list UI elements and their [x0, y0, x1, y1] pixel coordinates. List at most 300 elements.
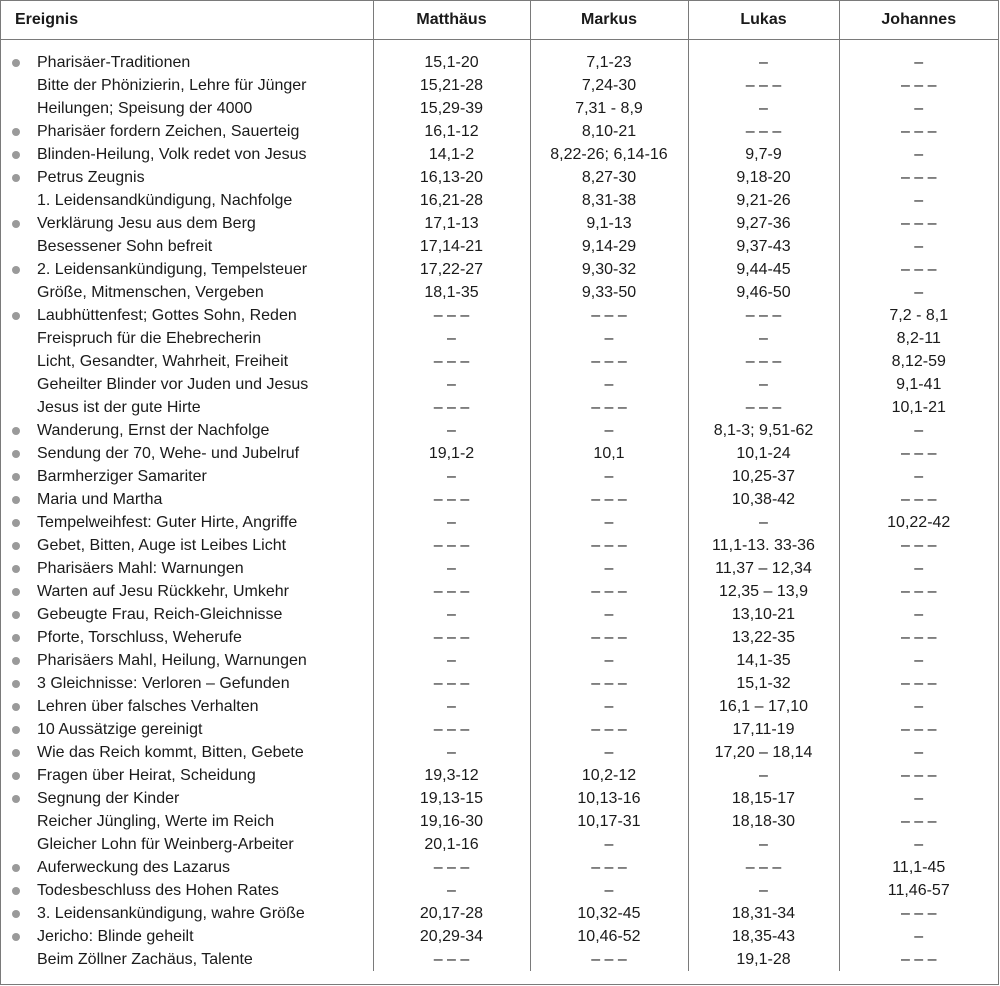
- markus-cell: – – –: [530, 488, 688, 511]
- bullet-icon: [12, 634, 20, 642]
- event-label: Maria und Martha: [37, 491, 163, 508]
- event-cell: [1, 649, 373, 672]
- matthaeus-cell: – – –: [373, 856, 530, 879]
- johannes-cell: –: [839, 235, 998, 258]
- lukas-cell: – – –: [688, 856, 839, 879]
- lukas-cell: 9,44-45: [688, 258, 839, 281]
- header-row: [1, 1, 998, 40]
- johannes-cell: – – –: [839, 672, 998, 695]
- markus-cell: – – –: [530, 580, 688, 603]
- event-label: Licht, Gesandter, Wahrheit, Freiheit: [37, 353, 289, 370]
- table-body: [1, 40, 998, 972]
- johannes-cell: –: [839, 189, 998, 212]
- markus-cell: –: [530, 741, 688, 764]
- lukas-cell: 11,37 – 12,34: [688, 557, 839, 580]
- bullet-icon: [12, 795, 20, 803]
- event-label: Jericho: Blinde geheilt: [37, 928, 194, 945]
- johannes-cell: –: [839, 833, 998, 856]
- markus-cell: –: [530, 833, 688, 856]
- markus-cell: –: [530, 603, 688, 626]
- lukas-cell: – – –: [688, 396, 839, 419]
- event-label: Wanderung, Ernst der Nachfolge: [37, 422, 270, 439]
- lukas-cell: 11,1-13. 33-36: [688, 534, 839, 557]
- bullet-icon: [12, 588, 20, 596]
- lukas-cell: 13,10-21: [688, 603, 839, 626]
- johannes-cell: 7,2 - 8,1: [839, 304, 998, 327]
- table-row: [1, 373, 998, 396]
- table-row: [1, 166, 998, 189]
- bullet-icon: [12, 427, 20, 435]
- lukas-cell: 9,27-36: [688, 212, 839, 235]
- lukas-cell: 19,1-28: [688, 948, 839, 971]
- markus-cell: 9,30-32: [530, 258, 688, 281]
- johannes-cell: – – –: [839, 74, 998, 97]
- event-cell: [1, 833, 373, 856]
- johannes-cell: – – –: [839, 534, 998, 557]
- johannes-cell: –: [839, 603, 998, 626]
- table-row: [1, 603, 998, 626]
- markus-cell: 8,22-26; 6,14-16: [530, 143, 688, 166]
- table-row: [1, 580, 998, 603]
- event-label: Geheilter Blinder vor Juden und Jesus: [37, 376, 309, 393]
- lukas-cell: 18,35-43: [688, 925, 839, 948]
- markus-cell: 10,17-31: [530, 810, 688, 833]
- bullet-icon: [12, 611, 20, 619]
- matthaeus-cell: 19,1-2: [373, 442, 530, 465]
- markus-cell: – – –: [530, 856, 688, 879]
- johannes-cell: –: [839, 143, 998, 166]
- event-cell: [1, 902, 373, 925]
- event-cell: [1, 925, 373, 948]
- matthaeus-cell: – – –: [373, 948, 530, 971]
- lukas-cell: – – –: [688, 120, 839, 143]
- lukas-cell: –: [688, 879, 839, 902]
- lukas-cell: 18,18-30: [688, 810, 839, 833]
- table-row: [1, 235, 998, 258]
- matthaeus-cell: – – –: [373, 350, 530, 373]
- johannes-cell: – – –: [839, 626, 998, 649]
- matthaeus-cell: 19,3-12: [373, 764, 530, 787]
- event-cell: [1, 166, 373, 189]
- bullet-icon: [12, 496, 20, 504]
- event-cell: [1, 235, 373, 258]
- matthaeus-cell: 20,1-16: [373, 833, 530, 856]
- event-cell: [1, 557, 373, 580]
- markus-cell: 7,1-23: [530, 51, 688, 74]
- lukas-cell: 18,15-17: [688, 787, 839, 810]
- event-label: Jesus ist der gute Hirte: [37, 399, 201, 416]
- johannes-cell: 10,22-42: [839, 511, 998, 534]
- markus-cell: 9,1-13: [530, 212, 688, 235]
- event-label: 3 Gleichnisse: Verloren – Gefunden: [37, 675, 290, 692]
- matthaeus-cell: 15,21-28: [373, 74, 530, 97]
- markus-cell: – – –: [530, 948, 688, 971]
- event-cell: [1, 143, 373, 166]
- table-row: [1, 442, 998, 465]
- event-cell: [1, 304, 373, 327]
- matthaeus-cell: 16,13-20: [373, 166, 530, 189]
- event-cell: [1, 603, 373, 626]
- bullet-icon: [12, 151, 20, 159]
- event-cell: [1, 764, 373, 787]
- event-cell: [1, 74, 373, 97]
- johannes-cell: – – –: [839, 212, 998, 235]
- johannes-cell: – – –: [839, 166, 998, 189]
- bullet-icon: [12, 910, 20, 918]
- event-cell: [1, 212, 373, 235]
- markus-cell: –: [530, 327, 688, 350]
- johannes-cell: – – –: [839, 902, 998, 925]
- johannes-cell: – – –: [839, 718, 998, 741]
- event-label: 10 Aussätzige gereinigt: [37, 721, 203, 738]
- event-cell: [1, 327, 373, 350]
- bullet-icon: [12, 887, 20, 895]
- event-cell: [1, 120, 373, 143]
- markus-cell: 9,33-50: [530, 281, 688, 304]
- johannes-cell: –: [839, 925, 998, 948]
- lukas-cell: 10,1-24: [688, 442, 839, 465]
- matthaeus-cell: 19,13-15: [373, 787, 530, 810]
- markus-cell: –: [530, 373, 688, 396]
- event-label: Bitte der Phönizierin, Lehre für Jünger: [37, 77, 307, 94]
- lukas-cell: –: [688, 764, 839, 787]
- event-label: Segnung der Kinder: [37, 790, 180, 807]
- header-ereignis: Ereignis: [1, 1, 373, 40]
- matthaeus-cell: –: [373, 373, 530, 396]
- event-cell: [1, 281, 373, 304]
- header-matthaeus: Matthäus: [373, 1, 530, 40]
- header-lukas: Lukas: [688, 1, 839, 40]
- markus-cell: –: [530, 695, 688, 718]
- matthaeus-cell: 16,21-28: [373, 189, 530, 212]
- table-row: [1, 419, 998, 442]
- lukas-cell: 12,35 – 13,9: [688, 580, 839, 603]
- bullet-icon: [12, 680, 20, 688]
- table-row: [1, 258, 998, 281]
- event-cell: [1, 511, 373, 534]
- event-label: Todesbeschluss des Hohen Rates: [37, 882, 279, 899]
- matthaeus-cell: –: [373, 419, 530, 442]
- event-label: Verklärung Jesu aus dem Berg: [37, 215, 256, 232]
- lukas-cell: 9,7-9: [688, 143, 839, 166]
- bullet-icon: [12, 703, 20, 711]
- event-label: Sendung der 70, Wehe- und Jubelruf: [37, 445, 300, 462]
- markus-cell: 10,2-12: [530, 764, 688, 787]
- bullet-icon: [12, 772, 20, 780]
- event-label: Heilungen; Speisung der 4000: [37, 100, 253, 117]
- event-cell: [1, 534, 373, 557]
- matthaeus-cell: 15,1-20: [373, 51, 530, 74]
- table-row: [1, 810, 998, 833]
- johannes-cell: – – –: [839, 948, 998, 971]
- markus-cell: 8,31-38: [530, 189, 688, 212]
- event-cell: [1, 580, 373, 603]
- matthaeus-cell: 17,1-13: [373, 212, 530, 235]
- bullet-icon: [12, 519, 20, 527]
- bullet-icon: [12, 220, 20, 228]
- johannes-cell: 8,2-11: [839, 327, 998, 350]
- lukas-cell: –: [688, 51, 839, 74]
- matthaeus-cell: 17,22-27: [373, 258, 530, 281]
- table-row: [1, 212, 998, 235]
- markus-cell: 8,27-30: [530, 166, 688, 189]
- matthaeus-cell: –: [373, 879, 530, 902]
- bullet-icon: [12, 473, 20, 481]
- event-label: Gebeugte Frau, Reich-Gleichnisse: [37, 606, 283, 623]
- johannes-cell: – – –: [839, 488, 998, 511]
- table-row: [1, 74, 998, 97]
- johannes-cell: – – –: [839, 580, 998, 603]
- markus-cell: 7,31 - 8,9: [530, 97, 688, 120]
- johannes-cell: – – –: [839, 764, 998, 787]
- event-cell: [1, 189, 373, 212]
- lukas-cell: –: [688, 97, 839, 120]
- event-label: Tempelweihfest: Guter Hirte, Angriffe: [37, 514, 298, 531]
- matthaeus-cell: 20,17-28: [373, 902, 530, 925]
- markus-cell: 10,1: [530, 442, 688, 465]
- johannes-cell: 11,46-57: [839, 879, 998, 902]
- matthaeus-cell: 17,14-21: [373, 235, 530, 258]
- event-label: Lehren über falsches Verhalten: [37, 698, 259, 715]
- lukas-cell: –: [688, 327, 839, 350]
- matthaeus-cell: 18,1-35: [373, 281, 530, 304]
- bullet-icon: [12, 749, 20, 757]
- matthaeus-cell: –: [373, 465, 530, 488]
- markus-cell: 10,32-45: [530, 902, 688, 925]
- event-label: Wie das Reich kommt, Bitten, Gebete: [37, 744, 304, 761]
- bullet-icon: [12, 174, 20, 182]
- lukas-cell: 17,11-19: [688, 718, 839, 741]
- table-row: [1, 925, 998, 948]
- event-cell: [1, 672, 373, 695]
- johannes-cell: – – –: [839, 810, 998, 833]
- event-label: Pharisäers Mahl: Warnungen: [37, 560, 244, 577]
- event-cell: [1, 695, 373, 718]
- johannes-cell: 10,1-21: [839, 396, 998, 419]
- table-row: [1, 741, 998, 764]
- header-johannes: Johannes: [839, 1, 998, 40]
- table-row: [1, 465, 998, 488]
- event-label: Pharisäers Mahl, Heilung, Warnungen: [37, 652, 307, 669]
- matthaeus-cell: –: [373, 327, 530, 350]
- johannes-cell: –: [839, 787, 998, 810]
- markus-cell: – – –: [530, 626, 688, 649]
- table-row: [1, 534, 998, 557]
- event-label: Barmherziger Samariter: [37, 468, 207, 485]
- event-label: Gleicher Lohn für Weinberg-Arbeiter: [37, 836, 294, 853]
- matthaeus-cell: –: [373, 603, 530, 626]
- matthaeus-cell: – – –: [373, 396, 530, 419]
- event-cell: [1, 810, 373, 833]
- lukas-cell: 16,1 – 17,10: [688, 695, 839, 718]
- event-label: Reicher Jüngling, Werte im Reich: [37, 813, 275, 830]
- event-label: Petrus Zeugnis: [37, 169, 145, 186]
- lukas-cell: 10,25-37: [688, 465, 839, 488]
- markus-cell: –: [530, 465, 688, 488]
- markus-cell: –: [530, 649, 688, 672]
- event-cell: [1, 465, 373, 488]
- table-row: [1, 787, 998, 810]
- event-label: Warten auf Jesu Rückkehr, Umkehr: [37, 583, 289, 600]
- lukas-cell: 9,46-50: [688, 281, 839, 304]
- event-cell: [1, 787, 373, 810]
- table-row: [1, 695, 998, 718]
- event-cell: [1, 419, 373, 442]
- matthaeus-cell: – – –: [373, 534, 530, 557]
- bullet-icon: [12, 266, 20, 274]
- event-cell: [1, 396, 373, 419]
- markus-cell: 8,10-21: [530, 120, 688, 143]
- event-cell: [1, 741, 373, 764]
- matthaeus-cell: – – –: [373, 488, 530, 511]
- event-label: Blinden-Heilung, Volk redet von Jesus: [37, 146, 307, 163]
- matthaeus-cell: – – –: [373, 718, 530, 741]
- johannes-cell: – – –: [839, 258, 998, 281]
- event-label: Besessener Sohn befreit: [37, 238, 213, 255]
- lukas-cell: –: [688, 511, 839, 534]
- event-cell: [1, 856, 373, 879]
- markus-cell: 10,46-52: [530, 925, 688, 948]
- table-row: [1, 51, 998, 74]
- johannes-cell: –: [839, 281, 998, 304]
- lukas-cell: 14,1-35: [688, 649, 839, 672]
- bullet-icon: [12, 128, 20, 136]
- event-label: Freispruch für die Ehebrecherin: [37, 330, 262, 347]
- lukas-cell: 18,31-34: [688, 902, 839, 925]
- table-row: [1, 281, 998, 304]
- johannes-cell: 9,1-41: [839, 373, 998, 396]
- event-label: Gebet, Bitten, Auge ist Leibes Licht: [37, 537, 287, 554]
- table-row: [1, 350, 998, 373]
- table-row: [1, 833, 998, 856]
- event-label: 3. Leidensankündigung, wahre Größe: [37, 905, 305, 922]
- bullet-icon: [12, 450, 20, 458]
- table-row: [1, 626, 998, 649]
- bullet-icon: [12, 864, 20, 872]
- spacer-row: [1, 40, 998, 52]
- event-label: Beim Zöllner Zachäus, Talente: [37, 951, 253, 968]
- matthaeus-cell: – – –: [373, 304, 530, 327]
- johannes-cell: –: [839, 465, 998, 488]
- table-row: [1, 143, 998, 166]
- matthaeus-cell: 19,16-30: [373, 810, 530, 833]
- table-row: [1, 649, 998, 672]
- bullet-icon: [12, 312, 20, 320]
- table-row: [1, 488, 998, 511]
- table-row: [1, 718, 998, 741]
- matthaeus-cell: 20,29-34: [373, 925, 530, 948]
- markus-cell: – – –: [530, 304, 688, 327]
- lukas-cell: 8,1-3; 9,51-62: [688, 419, 839, 442]
- bullet-icon: [12, 59, 20, 67]
- matthaeus-cell: –: [373, 557, 530, 580]
- lukas-cell: 15,1-32: [688, 672, 839, 695]
- johannes-cell: – – –: [839, 442, 998, 465]
- table-row: [1, 672, 998, 695]
- event-cell: [1, 948, 373, 971]
- table-row: [1, 856, 998, 879]
- lukas-cell: – – –: [688, 350, 839, 373]
- table-row: [1, 879, 998, 902]
- event-label: 1. Leidensandkündigung, Nachfolge: [37, 192, 293, 209]
- lukas-cell: – – –: [688, 304, 839, 327]
- table-row: [1, 902, 998, 925]
- lukas-cell: 17,20 – 18,14: [688, 741, 839, 764]
- markus-cell: – – –: [530, 718, 688, 741]
- lukas-cell: 9,37-43: [688, 235, 839, 258]
- bullet-icon: [12, 933, 20, 941]
- event-cell: [1, 258, 373, 281]
- markus-cell: – – –: [530, 350, 688, 373]
- event-label: Pforte, Torschluss, Weherufe: [37, 629, 242, 646]
- event-label: Laubhüttenfest; Gottes Sohn, Reden: [37, 307, 297, 324]
- table-row: [1, 764, 998, 787]
- lukas-cell: –: [688, 833, 839, 856]
- event-cell: [1, 97, 373, 120]
- table-row: [1, 557, 998, 580]
- lukas-cell: – – –: [688, 74, 839, 97]
- johannes-cell: – – –: [839, 120, 998, 143]
- table-row: [1, 511, 998, 534]
- event-label: 2. Leidensankündigung, Tempelsteuer: [37, 261, 308, 278]
- markus-cell: –: [530, 557, 688, 580]
- markus-cell: – – –: [530, 534, 688, 557]
- markus-cell: –: [530, 419, 688, 442]
- markus-cell: 9,14-29: [530, 235, 688, 258]
- lukas-cell: 9,21-26: [688, 189, 839, 212]
- event-cell: [1, 488, 373, 511]
- matthaeus-cell: –: [373, 649, 530, 672]
- table-row: [1, 97, 998, 120]
- markus-cell: –: [530, 511, 688, 534]
- gospel-synopsis-table: [1, 1, 998, 971]
- matthaeus-cell: –: [373, 741, 530, 764]
- event-label: Pharisäer fordern Zeichen, Sauerteig: [37, 123, 300, 140]
- lukas-cell: 10,38-42: [688, 488, 839, 511]
- table-row: [1, 120, 998, 143]
- event-label: Fragen über Heirat, Scheidung: [37, 767, 256, 784]
- markus-cell: – – –: [530, 672, 688, 695]
- event-cell: [1, 373, 373, 396]
- event-cell: [1, 718, 373, 741]
- event-label: Größe, Mitmenschen, Vergeben: [37, 284, 264, 301]
- johannes-cell: –: [839, 695, 998, 718]
- table-row: [1, 327, 998, 350]
- event-label: Pharisäer-Traditionen: [37, 54, 191, 71]
- event-cell: [1, 442, 373, 465]
- matthaeus-cell: – – –: [373, 580, 530, 603]
- markus-cell: 7,24-30: [530, 74, 688, 97]
- lukas-cell: 13,22-35: [688, 626, 839, 649]
- johannes-cell: –: [839, 557, 998, 580]
- johannes-cell: 11,1-45: [839, 856, 998, 879]
- matthaeus-cell: 15,29-39: [373, 97, 530, 120]
- matthaeus-cell: –: [373, 511, 530, 534]
- johannes-cell: 8,12-59: [839, 350, 998, 373]
- event-cell: [1, 879, 373, 902]
- table-row: [1, 396, 998, 419]
- header-markus: Markus: [530, 1, 688, 40]
- matthaeus-cell: – – –: [373, 672, 530, 695]
- johannes-cell: –: [839, 741, 998, 764]
- markus-cell: –: [530, 879, 688, 902]
- bullet-icon: [12, 726, 20, 734]
- matthaeus-cell: –: [373, 695, 530, 718]
- event-cell: [1, 626, 373, 649]
- event-cell: [1, 51, 373, 74]
- matthaeus-cell: 14,1-2: [373, 143, 530, 166]
- bullet-icon: [12, 565, 20, 573]
